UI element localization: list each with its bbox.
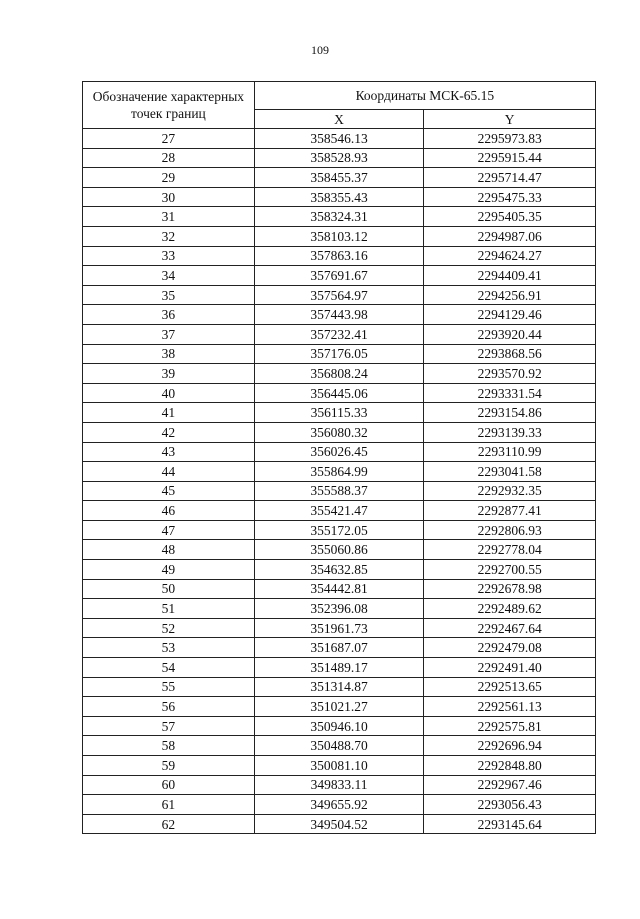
point-number-cell: 43 [83, 442, 255, 462]
point-number-cell: 40 [83, 383, 255, 403]
header-row-1 [83, 82, 596, 110]
x-coordinate-cell: 358546.13 [254, 129, 424, 149]
table-row [83, 129, 596, 149]
point-number-cell: 31 [83, 207, 255, 227]
table-row [83, 324, 596, 344]
y-coordinate-cell: 2293920.44 [424, 324, 596, 344]
point-number-cell: 58 [83, 736, 255, 756]
table-row [83, 795, 596, 815]
y-coordinate-cell: 2293154.86 [424, 403, 596, 423]
table-row [83, 716, 596, 736]
x-coordinate-cell: 355421.47 [254, 501, 424, 521]
y-coordinate-cell: 2292467.64 [424, 618, 596, 638]
table-row [83, 618, 596, 638]
y-coordinate-cell: 2294624.27 [424, 246, 596, 266]
table-row [83, 658, 596, 678]
point-number-cell: 32 [83, 226, 255, 246]
x-coordinate-cell: 356080.32 [254, 422, 424, 442]
point-number-cell: 50 [83, 579, 255, 599]
y-coordinate-cell: 2292806.93 [424, 520, 596, 540]
y-coordinate-cell: 2292491.40 [424, 658, 596, 678]
x-coordinate-cell: 356445.06 [254, 383, 424, 403]
y-coordinate-cell: 2292575.81 [424, 716, 596, 736]
table-row [83, 736, 596, 756]
x-coordinate-cell: 351021.27 [254, 697, 424, 717]
point-number-cell: 57 [83, 716, 255, 736]
table-row [83, 442, 596, 462]
y-coordinate-cell: 2295714.47 [424, 168, 596, 188]
y-coordinate-cell: 2292489.62 [424, 599, 596, 619]
point-number-cell: 45 [83, 481, 255, 501]
point-number-cell: 44 [83, 462, 255, 482]
table-header [83, 82, 596, 129]
point-number-cell: 47 [83, 520, 255, 540]
x-coordinate-cell: 349655.92 [254, 795, 424, 815]
x-coordinate-cell: 355060.86 [254, 540, 424, 560]
y-coordinate-cell: 2292561.13 [424, 697, 596, 717]
y-coordinate-cell: 2295405.35 [424, 207, 596, 227]
y-coordinate-cell: 2294129.46 [424, 305, 596, 325]
point-number-cell: 49 [83, 560, 255, 580]
x-coordinate-cell: 358528.93 [254, 148, 424, 168]
point-number-cell: 61 [83, 795, 255, 815]
point-number-cell: 48 [83, 540, 255, 560]
table-row [83, 520, 596, 540]
table-row [83, 697, 596, 717]
x-coordinate-cell: 351687.07 [254, 638, 424, 658]
point-number-cell: 35 [83, 285, 255, 305]
x-coordinate-cell: 358455.37 [254, 168, 424, 188]
x-coordinate-cell: 350946.10 [254, 716, 424, 736]
x-coordinate-cell: 354632.85 [254, 560, 424, 580]
x-coordinate-cell: 350081.10 [254, 756, 424, 776]
table-row [83, 462, 596, 482]
y-coordinate-cell: 2293570.92 [424, 364, 596, 384]
y-coordinate-cell: 2294256.91 [424, 285, 596, 305]
x-coordinate-cell: 356808.24 [254, 364, 424, 384]
table-row [83, 599, 596, 619]
x-coordinate-cell: 355864.99 [254, 462, 424, 482]
table-row [83, 168, 596, 188]
table-row [83, 814, 596, 834]
table-row [83, 187, 596, 207]
x-coordinate-cell: 352396.08 [254, 599, 424, 619]
header-coordinates: Координаты МСК-65.15 [254, 82, 595, 110]
x-coordinate-cell: 356115.33 [254, 403, 424, 423]
y-coordinate-cell: 2295973.83 [424, 129, 596, 149]
table-body [83, 129, 596, 834]
table-row [83, 501, 596, 521]
y-coordinate-cell: 2294409.41 [424, 266, 596, 286]
point-number-cell: 38 [83, 344, 255, 364]
table-row [83, 305, 596, 325]
point-number-cell: 54 [83, 658, 255, 678]
table-row [83, 638, 596, 658]
y-coordinate-cell: 2295475.33 [424, 187, 596, 207]
point-number-cell: 42 [83, 422, 255, 442]
point-number-cell: 28 [83, 148, 255, 168]
x-coordinate-cell: 358324.31 [254, 207, 424, 227]
x-coordinate-cell: 357691.67 [254, 266, 424, 286]
y-coordinate-cell: 2292700.55 [424, 560, 596, 580]
x-coordinate-cell: 351314.87 [254, 677, 424, 697]
table-row [83, 344, 596, 364]
table-row [83, 246, 596, 266]
point-number-cell: 59 [83, 756, 255, 776]
y-coordinate-cell: 2292932.35 [424, 481, 596, 501]
point-number-cell: 52 [83, 618, 255, 638]
x-coordinate-cell: 351961.73 [254, 618, 424, 638]
table-row [83, 383, 596, 403]
y-coordinate-cell: 2293139.33 [424, 422, 596, 442]
y-coordinate-cell: 2292967.46 [424, 775, 596, 795]
table-row [83, 540, 596, 560]
point-number-cell: 37 [83, 324, 255, 344]
point-number-cell: 36 [83, 305, 255, 325]
point-number-cell: 34 [83, 266, 255, 286]
table-row [83, 775, 596, 795]
point-number-cell: 51 [83, 599, 255, 619]
x-coordinate-cell: 354442.81 [254, 579, 424, 599]
y-coordinate-cell: 2293110.99 [424, 442, 596, 462]
table-row [83, 226, 596, 246]
page-number: 109 [311, 43, 329, 57]
table-row [83, 364, 596, 384]
point-number-cell: 33 [83, 246, 255, 266]
point-number-cell: 62 [83, 814, 255, 834]
header-y: Y [424, 110, 596, 129]
x-coordinate-cell: 357564.97 [254, 285, 424, 305]
point-number-cell: 53 [83, 638, 255, 658]
y-coordinate-cell: 2293056.43 [424, 795, 596, 815]
x-coordinate-cell: 351489.17 [254, 658, 424, 678]
header-point-designation: Обозначение характерных точек границ [83, 82, 255, 129]
y-coordinate-cell: 2293145.64 [424, 814, 596, 834]
y-coordinate-cell: 2292479.08 [424, 638, 596, 658]
y-coordinate-cell: 2295915.44 [424, 148, 596, 168]
x-coordinate-cell: 357176.05 [254, 344, 424, 364]
x-coordinate-cell: 350488.70 [254, 736, 424, 756]
point-number-cell: 41 [83, 403, 255, 423]
x-coordinate-cell: 357443.98 [254, 305, 424, 325]
x-coordinate-cell: 355588.37 [254, 481, 424, 501]
y-coordinate-cell: 2292778.04 [424, 540, 596, 560]
table-row [83, 560, 596, 580]
table-row [83, 285, 596, 305]
table-row [83, 756, 596, 776]
y-coordinate-cell: 2292696.94 [424, 736, 596, 756]
y-coordinate-cell: 2292513.65 [424, 677, 596, 697]
x-coordinate-cell: 356026.45 [254, 442, 424, 462]
table-row [83, 403, 596, 423]
point-number-cell: 29 [83, 168, 255, 188]
point-number-cell: 27 [83, 129, 255, 149]
table-row [83, 266, 596, 286]
point-number-cell: 30 [83, 187, 255, 207]
y-coordinate-cell: 2294987.06 [424, 226, 596, 246]
y-coordinate-cell: 2292877.41 [424, 501, 596, 521]
x-coordinate-cell: 349504.52 [254, 814, 424, 834]
x-coordinate-cell: 357232.41 [254, 324, 424, 344]
table-row [83, 148, 596, 168]
x-coordinate-cell: 349833.11 [254, 775, 424, 795]
y-coordinate-cell: 2292678.98 [424, 579, 596, 599]
y-coordinate-cell: 2293041.58 [424, 462, 596, 482]
point-number-cell: 56 [83, 697, 255, 717]
x-coordinate-cell: 357863.16 [254, 246, 424, 266]
x-coordinate-cell: 358355.43 [254, 187, 424, 207]
table-row [83, 579, 596, 599]
point-number-cell: 55 [83, 677, 255, 697]
table-row [83, 422, 596, 442]
x-coordinate-cell: 355172.05 [254, 520, 424, 540]
y-coordinate-cell: 2292848.80 [424, 756, 596, 776]
table-row [83, 481, 596, 501]
y-coordinate-cell: 2293331.54 [424, 383, 596, 403]
y-coordinate-cell: 2293868.56 [424, 344, 596, 364]
coordinates-table [82, 81, 596, 834]
table-row [83, 677, 596, 697]
table-row [83, 207, 596, 227]
header-x: X [254, 110, 424, 129]
point-number-cell: 46 [83, 501, 255, 521]
point-number-cell: 39 [83, 364, 255, 384]
x-coordinate-cell: 358103.12 [254, 226, 424, 246]
point-number-cell: 60 [83, 775, 255, 795]
